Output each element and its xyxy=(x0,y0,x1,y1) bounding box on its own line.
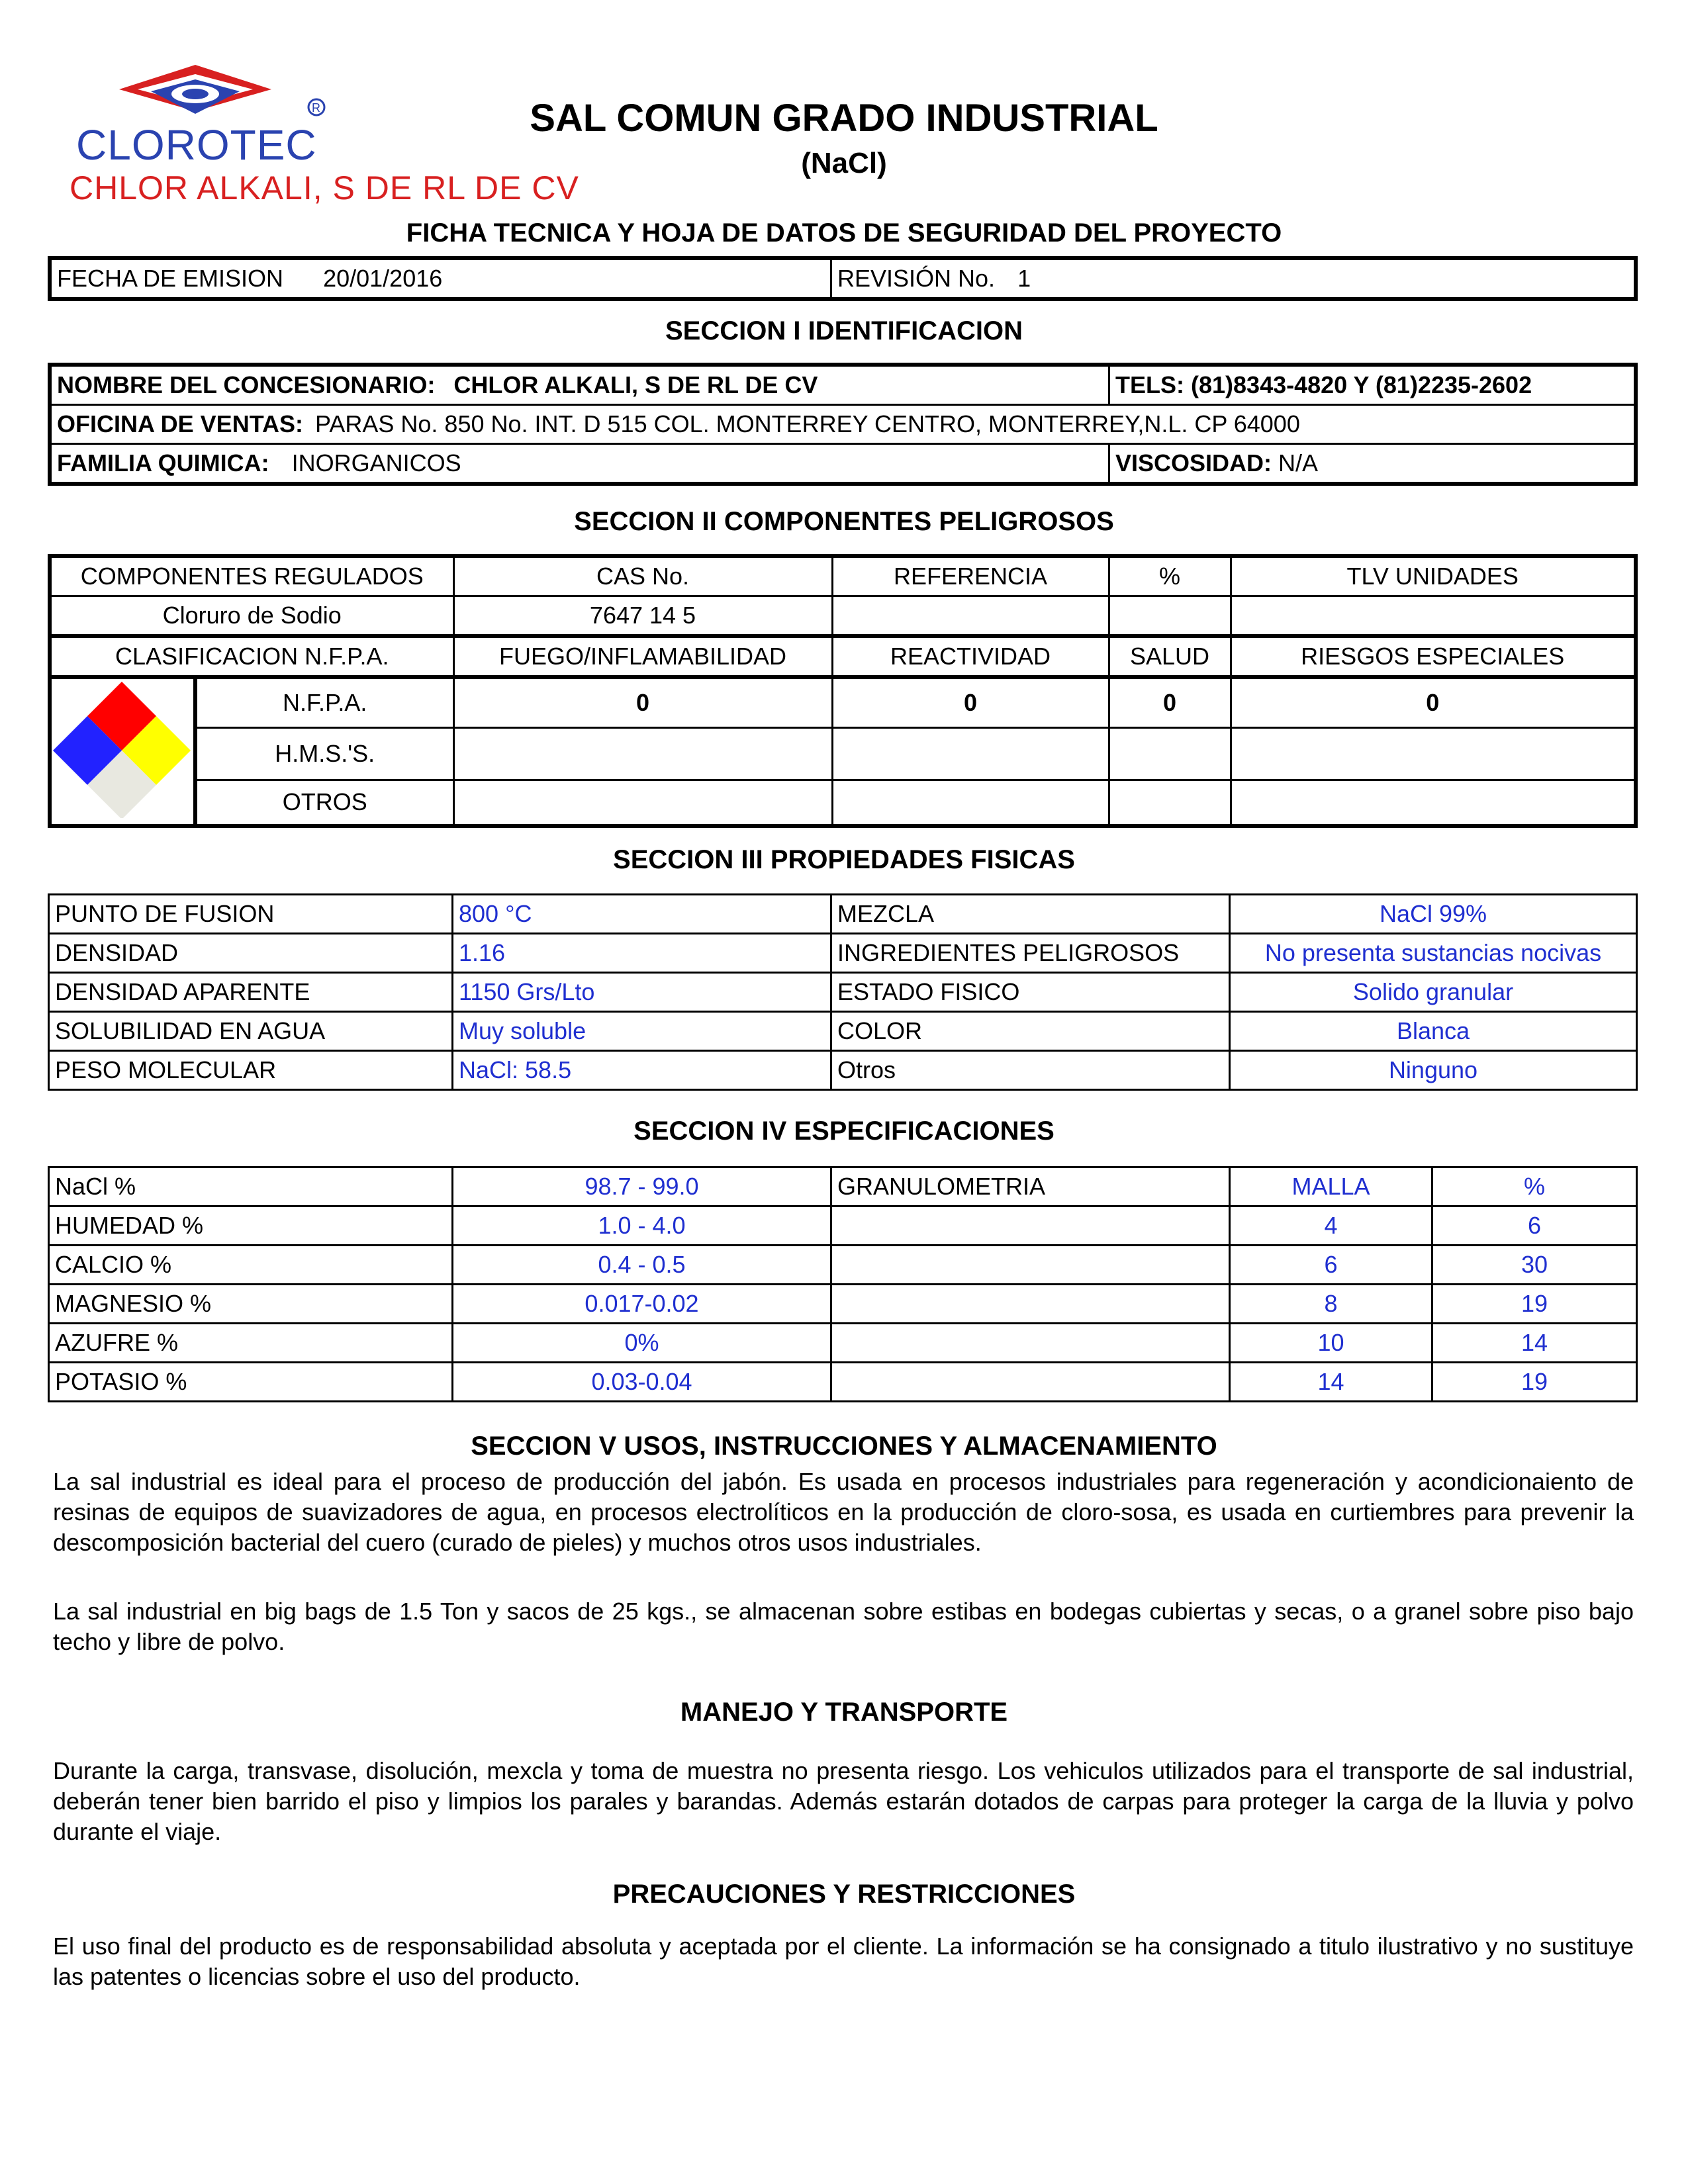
concesionario-value: CHLOR ALKALI, S DE RL DE CV xyxy=(453,371,818,398)
hmss-row-label: H.M.S.'S. xyxy=(195,727,453,780)
table-row xyxy=(49,1206,1637,1246)
viscosidad-value: N/A xyxy=(1278,449,1319,477)
malla-value: 10 xyxy=(1230,1324,1432,1363)
tels-label: TELS xyxy=(1115,371,1177,398)
physical-properties-table xyxy=(48,893,1638,1091)
malla-value: 14 xyxy=(1230,1363,1432,1402)
property-label: ESTADO FISICO xyxy=(831,973,1230,1012)
nfpa-row-label: N.F.P.A. xyxy=(195,677,453,727)
precauciones-paragraph: El uso final del producto es de responsabilidad absoluta y aceptada por el cliente. La información se ha consignado a titulo ilustrativo y no sustituye las patentes o licencias sobre el uso del producto. xyxy=(53,1933,1634,1990)
malla-percent: 19 xyxy=(1432,1285,1637,1324)
tels-cell: TELS: (81)8343-4820 Y (81)2235-2602 xyxy=(1109,365,1636,405)
spec-value: 0.017-0.02 xyxy=(453,1285,831,1324)
header-percent: % xyxy=(1109,556,1231,596)
concesionario-cell: NOMBRE DEL CONCESIONARIO: CHLOR ALKALI, S DE RL DE CV xyxy=(50,365,1109,405)
malla-value: 8 xyxy=(1230,1285,1432,1324)
spec-value: 1.0 - 4.0 xyxy=(453,1206,831,1246)
malla-percent: 14 xyxy=(1432,1324,1637,1363)
property-label: Otros xyxy=(831,1051,1230,1090)
header-tlv: TLV UNIDADES xyxy=(1231,556,1636,596)
spec-label: NaCl % xyxy=(49,1167,453,1206)
class-header-salud: SALUD xyxy=(1109,636,1231,677)
viscosidad-label: VISCOSIDAD: xyxy=(1115,449,1272,477)
malla-percent: 19 xyxy=(1432,1363,1637,1402)
section3-title: SECCION III PROPIEDADES FISICAS xyxy=(613,845,1075,874)
property-label: PUNTO DE FUSION xyxy=(49,895,453,934)
table-row xyxy=(49,1363,1637,1402)
nfpa-fuego: 0 xyxy=(453,677,832,727)
hmss-fuego xyxy=(453,727,832,780)
table-row xyxy=(49,934,1637,973)
property-value: Muy soluble xyxy=(453,1012,831,1051)
spec-label: CALCIO % xyxy=(49,1246,453,1285)
property-value: Ninguno xyxy=(1230,1051,1637,1090)
spec-value: 0.03-0.04 xyxy=(453,1363,831,1402)
section2-title: SECCION II COMPONENTES PELIGROSOS xyxy=(574,507,1114,536)
header-componentes: COMPONENTES REGULADOS xyxy=(50,556,453,596)
familia-label: FAMILIA QUIMICA: xyxy=(57,449,269,477)
component-referencia xyxy=(832,596,1109,637)
class-header-reactividad: REACTIVIDAD xyxy=(832,636,1109,677)
malla-value: 6 xyxy=(1230,1246,1432,1285)
hmss-salud xyxy=(1109,727,1231,780)
class-header-fuego: FUEGO/INFLAMABILIDAD xyxy=(453,636,832,677)
manejo-title: MANEJO Y TRANSPORTE xyxy=(680,1698,1008,1727)
spec-label: AZUFRE % xyxy=(49,1324,453,1363)
property-label: DENSIDAD xyxy=(49,934,453,973)
granulometria-cell xyxy=(831,1324,1230,1363)
emission-table xyxy=(48,256,1638,301)
spec-label: HUMEDAD % xyxy=(49,1206,453,1246)
nfpa-salud: 0 xyxy=(1109,677,1231,727)
header-referencia: REFERENCIA xyxy=(832,556,1109,596)
spec-value: 98.7 - 99.0 xyxy=(453,1167,831,1206)
property-label: COLOR xyxy=(831,1012,1230,1051)
property-label: INGREDIENTES PELIGROSOS xyxy=(831,934,1230,973)
component-name: Cloruro de Sodio xyxy=(50,596,453,637)
emission-date-value: 20/01/2016 xyxy=(323,265,443,292)
section1-title: SECCION I IDENTIFICACION xyxy=(665,316,1023,345)
precauciones-title: PRECAUCIONES Y RESTRICCIONES xyxy=(612,1880,1076,1909)
malla-percent: % xyxy=(1432,1167,1637,1206)
spec-value: 0.4 - 0.5 xyxy=(453,1246,831,1285)
granulometria-cell xyxy=(831,1285,1230,1324)
oficina-label: OFICINA DE VENTAS: xyxy=(57,410,304,437)
granulometria-cell xyxy=(831,1363,1230,1402)
component-cas: 7647 14 5 xyxy=(453,596,832,637)
familia-cell xyxy=(50,444,1109,484)
table-row xyxy=(49,1324,1637,1363)
malla-value: 4 xyxy=(1230,1206,1432,1246)
spec-label: MAGNESIO % xyxy=(49,1285,453,1324)
otros-reactividad xyxy=(832,780,1109,826)
property-value: No presenta sustancias nocivas xyxy=(1230,934,1637,973)
revision-cell xyxy=(831,258,1636,299)
familia-value: INORGANICOS xyxy=(291,449,461,477)
logo-subtitle: CHLOR ALKALI, S DE RL DE CV xyxy=(70,169,579,206)
table-row xyxy=(49,1285,1637,1324)
viscosidad-cell xyxy=(1109,444,1636,484)
product-formula: (NaCl) xyxy=(801,147,887,179)
document-title: FICHA TECNICA Y HOJA DE DATOS DE SEGURIDAD DEL PROYECTO xyxy=(406,218,1282,248)
components-table xyxy=(48,554,1638,828)
concesionario-label: NOMBRE DEL CONCESIONARIO xyxy=(57,371,428,398)
table-row xyxy=(49,1051,1637,1090)
tels-value: (81)8343-4820 Y (81)2235-2602 xyxy=(1191,371,1532,398)
header-cas: CAS No. xyxy=(453,556,832,596)
identification-table xyxy=(48,363,1638,486)
table-row xyxy=(49,895,1637,934)
otros-riesgos xyxy=(1231,780,1636,826)
property-value: NaCl 99% xyxy=(1230,895,1637,934)
section5-title: SECCION V USOS, INSTRUCCIONES Y ALMACENAMIENTO xyxy=(471,1432,1217,1461)
component-tlv xyxy=(1231,596,1636,637)
table-row xyxy=(49,1167,1637,1206)
nfpa-diamond-cell xyxy=(50,677,195,826)
class-header-riesgos: RIESGOS ESPECIALES xyxy=(1231,636,1636,677)
emission-date-label: FECHA DE EMISION xyxy=(57,265,284,292)
revision-value: 1 xyxy=(1017,265,1031,292)
emission-date-cell xyxy=(50,258,831,299)
property-label: MEZCLA xyxy=(831,895,1230,934)
nfpa-diamond-icon xyxy=(52,679,192,818)
table-row xyxy=(49,973,1637,1012)
property-label: DENSIDAD APARENTE xyxy=(49,973,453,1012)
manejo-paragraph: Durante la carga, transvase, disolución, mexcla y toma de muestra no presenta riesgo. Los vehiculos utilizados para el transporte de sal industrial, deberán tener bien barrido el piso y limpios los parales y barandas. Además estarán dotados de carpas para proteger la carga de la lluvia y polvo durante el viaje. xyxy=(53,1757,1634,1845)
property-label: PESO MOLECULAR xyxy=(49,1051,453,1090)
otros-salud xyxy=(1109,780,1231,826)
malla-percent: 6 xyxy=(1432,1206,1637,1246)
property-label: SOLUBILIDAD EN AGUA xyxy=(49,1012,453,1051)
class-header-nfpa: CLASIFICACION N.F.P.A. xyxy=(50,636,453,677)
property-value: NaCl: 58.5 xyxy=(453,1051,831,1090)
otros-row-label: OTROS xyxy=(195,780,453,826)
property-value: 1150 Grs/Lto xyxy=(453,973,831,1012)
oficina-value: PARAS No. 850 No. INT. D 515 COL. MONTERREY CENTRO, MONTERREY,N.L. CP 64000 xyxy=(315,410,1300,437)
hmss-reactividad xyxy=(832,727,1109,780)
svg-text:R: R xyxy=(312,101,320,114)
section4-title: SECCION IV ESPECIFICACIONES xyxy=(633,1116,1055,1146)
table-row xyxy=(49,1246,1637,1285)
logo-name: CLOROTEC xyxy=(76,121,317,169)
nfpa-reactividad: 0 xyxy=(832,677,1109,727)
nfpa-riesgos: 0 xyxy=(1231,677,1636,727)
granulometria-cell xyxy=(831,1206,1230,1246)
usos-paragraph: La sal industrial es ideal para el proceso de producción del jabón. Es usada en procesos industriales para regeneración y acondicionaiento de resinas de equipos de suavizadores de agua, en procesos electrolíticos en la producción de cloro-sosa, es usada en curtiembres para prevenir la descomposición bacterial del cuero (curado de pieles) y muchos otros usos industriales. xyxy=(53,1468,1634,1556)
granulometria-label: GRANULOMETRIA xyxy=(831,1167,1230,1206)
spec-label: POTASIO % xyxy=(49,1363,453,1402)
hmss-riesgos xyxy=(1231,727,1636,780)
granulometria-cell xyxy=(831,1246,1230,1285)
table-row xyxy=(49,1012,1637,1051)
malla-percent: 30 xyxy=(1432,1246,1637,1285)
property-value: Solido granular xyxy=(1230,973,1637,1012)
component-percent xyxy=(1109,596,1231,637)
property-value: Blanca xyxy=(1230,1012,1637,1051)
product-title: SAL COMUN GRADO INDUSTRIAL xyxy=(530,97,1158,140)
oficina-cell xyxy=(50,405,1636,444)
property-value: 800 °C xyxy=(453,895,831,934)
specifications-table xyxy=(48,1166,1638,1402)
otros-fuego xyxy=(453,780,832,826)
property-value: 1.16 xyxy=(453,934,831,973)
malla-value: MALLA xyxy=(1230,1167,1432,1206)
revision-label: REVISIÓN No. xyxy=(837,265,996,292)
almacenamiento-paragraph: La sal industrial en big bags de 1.5 Ton y sacos de 25 kgs., se almacenan sobre estibas en bodegas cubiertas y secas, o a granel sobre piso bajo techo y libre de polvo. xyxy=(53,1598,1634,1655)
spec-value: 0% xyxy=(453,1324,831,1363)
